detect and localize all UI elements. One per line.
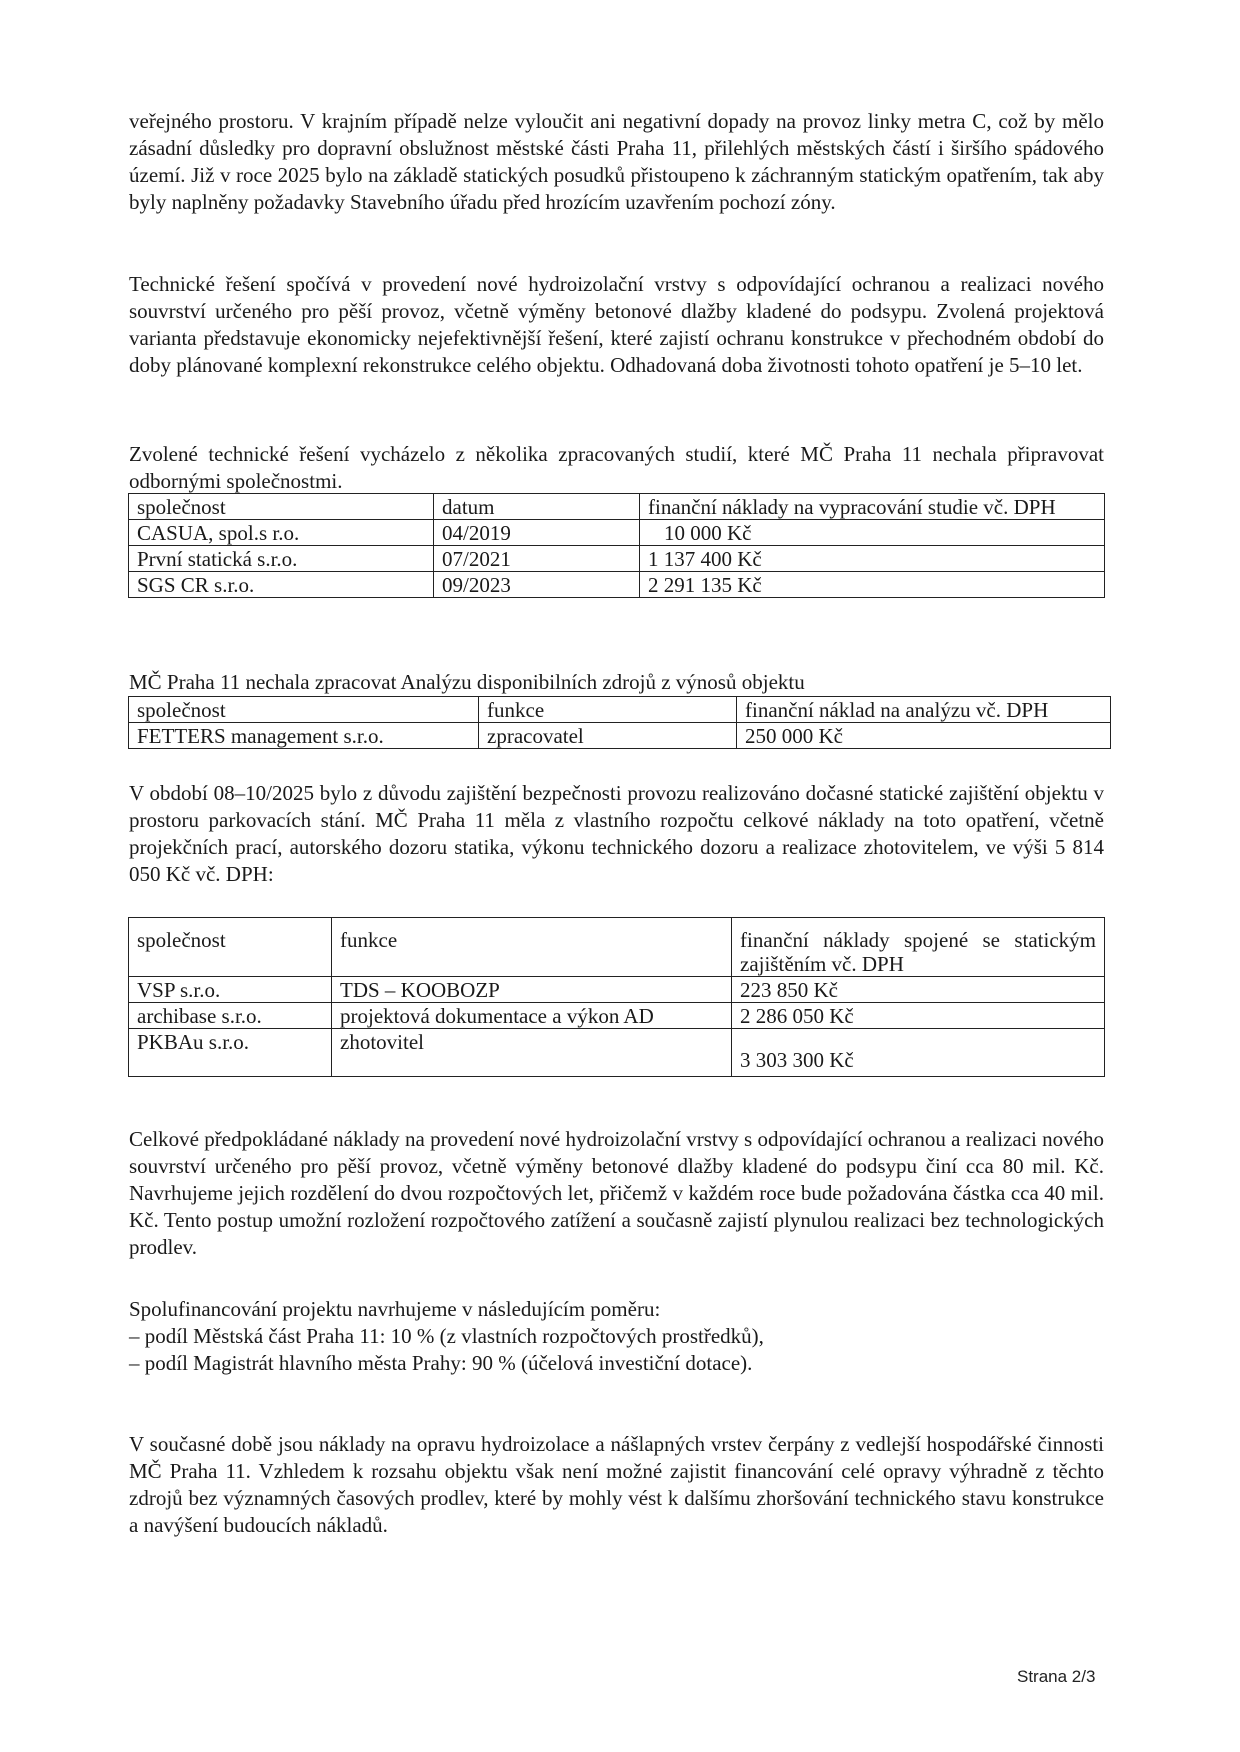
table-row xyxy=(129,1029,1105,1077)
table-row xyxy=(129,572,1105,598)
table-header-row xyxy=(129,697,1111,723)
cost-cell: 223 850 Kč xyxy=(732,977,1105,1003)
paragraph-current-funding: V současné době jsou náklady na opravu hydroizolace a nášlapných vrstev čerpány z vedlejší hospodářské činnosti MČ Praha 11. Vzhledem k rozsahu objektu však není možné zajistit financování celé opravy výhradně z těchto zdrojů bez významných časových prodlev, které by mohly vést k dalšímu zhoršování technického stavu konstrukce a navýšení budoucích nákladů. xyxy=(129,1432,1104,1537)
date-cell: 07/2021 xyxy=(434,546,640,572)
cost-cell: 250 000 Kč xyxy=(737,723,1111,749)
page-number: Strana 2/3 xyxy=(1017,1667,1096,1686)
company-cell: archibase s.r.o. xyxy=(129,1003,332,1029)
cost-cell: 10 000 Kč xyxy=(640,520,1105,546)
company-cell: PKBAu s.r.o. xyxy=(129,1029,332,1077)
cofinancing-list xyxy=(129,1323,764,1377)
header-cell: funkce xyxy=(332,918,732,977)
cost-cell: 2 286 050 Kč xyxy=(732,1003,1105,1029)
table-header-row xyxy=(129,494,1105,520)
list-item: – podíl Magistrát hlavního města Prahy: 90 % (účelová investiční dotace). xyxy=(129,1351,753,1375)
company-cell: VSP s.r.o. xyxy=(129,977,332,1003)
table-row xyxy=(129,1003,1105,1029)
company-cell: SGS CR s.r.o. xyxy=(129,572,434,598)
function-cell: zhotovitel xyxy=(332,1029,732,1077)
header-cell: finanční náklad na analýzu vč. DPH xyxy=(737,697,1111,723)
cofinancing-intro: Spolufinancování projektu navrhujeme v následujícím poměru: xyxy=(129,1297,661,1321)
table-row xyxy=(129,723,1111,749)
paragraph-technical-solution: Technické řešení spočívá v provedení nové hydroizolační vrstvy s odpovídající ochranou a realizaci nového souvrství určeného pro pěší provoz, včetně výměny betonové dlažby kladené do podsypu. Zvolená projektová varianta představuje ekonomicky nejefektivnější řešení, které zajistí ochranu konstrukce v přechodném období do doby plánované komplexní rekonstrukce celého objektu. Odhadovaná doba životnosti tohoto opatření je 5–10 let. xyxy=(129,272,1104,377)
company-cell: CASUA, spol.s r.o. xyxy=(129,520,434,546)
table-header-row xyxy=(129,918,1105,977)
paragraph-static-securing: V období 08–10/2025 bylo z důvodu zajištění bezpečnosti provozu realizováno dočasné statické zajištění objektu v prostoru parkovacích stání. MČ Praha 11 měla z vlastního rozpočtu celkové náklady na toto opatření, včetně projekčních prací, autorského dozoru statika, výkonu technického dozoru a realizace zhotovitelem, ve výši 5 814 050 Kč vč. DPH: xyxy=(129,781,1104,886)
studies-table xyxy=(128,493,1105,598)
table-row xyxy=(129,520,1105,546)
list-item: – podíl Městská část Praha 11: 10 % (z vlastních rozpočtových prostředků), xyxy=(129,1324,764,1348)
table-row xyxy=(129,546,1105,572)
header-cell: finanční náklady na vypracování studie vč. DPH xyxy=(640,494,1105,520)
paragraph-intro: veřejného prostoru. V krajním případě nelze vyloučit ani negativní dopady na provoz linky metra C, což by mělo zásadní důsledky pro dopravní obslužnost městské části Praha 11, přilehlých městských částí i širšího spádového území. Již v roce 2025 bylo na základě statických posudků přistoupeno k záchranným statickým opatřením, tak aby byly naplněny požadavky Stavebního úřadu před hrozícím uzavřením pochozí zóny. xyxy=(129,109,1104,214)
header-cell: společnost xyxy=(129,697,479,723)
table-row xyxy=(129,977,1105,1003)
cost-cell: 1 137 400 Kč xyxy=(640,546,1105,572)
analysis-caption: MČ Praha 11 nechala zpracovat Analýzu disponibilních zdrojů z výnosů objektu xyxy=(129,670,805,694)
cost-cell: 2 291 135 Kč xyxy=(640,572,1105,598)
header-cell: společnost xyxy=(129,494,434,520)
analysis-table xyxy=(128,696,1111,749)
header-cell: datum xyxy=(434,494,640,520)
paragraph-total-costs: Celkové předpokládané náklady na provedení nové hydroizolační vrstvy s odpovídající ochranou a realizaci nového souvrství určeného pro pěší provoz, včetně výměny betonové dlažby kladené do podsypu činí cca 80 mil. Kč. Navrhujeme jejich rozdělení do dvou rozpočtových let, přičemž v každém roce bude požadována částka cca 40 mil. Kč. Tento postup umožní rozložení rozpočtového zatížení a současně zajistí plynulou realizaci bez technologických prodlev. xyxy=(129,1127,1104,1259)
date-cell: 09/2023 xyxy=(434,572,640,598)
paragraph-studies-intro: Zvolené technické řešení vycházelo z několika zpracovaných studií, které MČ Praha 11 nechala připravovat odbornými společnostmi. xyxy=(129,442,1104,493)
static-securing-table xyxy=(128,917,1105,1077)
cost-cell: 3 303 300 Kč xyxy=(732,1029,1105,1077)
company-cell: FETTERS management s.r.o. xyxy=(129,723,479,749)
header-cell: funkce xyxy=(479,697,737,723)
company-cell: První statická s.r.o. xyxy=(129,546,434,572)
function-cell: TDS – KOOBOZP xyxy=(332,977,732,1003)
header-cell: společnost xyxy=(129,918,332,977)
date-cell: 04/2019 xyxy=(434,520,640,546)
function-cell: zpracovatel xyxy=(479,723,737,749)
header-cell: finanční náklady spojené se statickým zajištěním vč. DPH xyxy=(732,918,1105,977)
function-cell: projektová dokumentace a výkon AD xyxy=(332,1003,732,1029)
